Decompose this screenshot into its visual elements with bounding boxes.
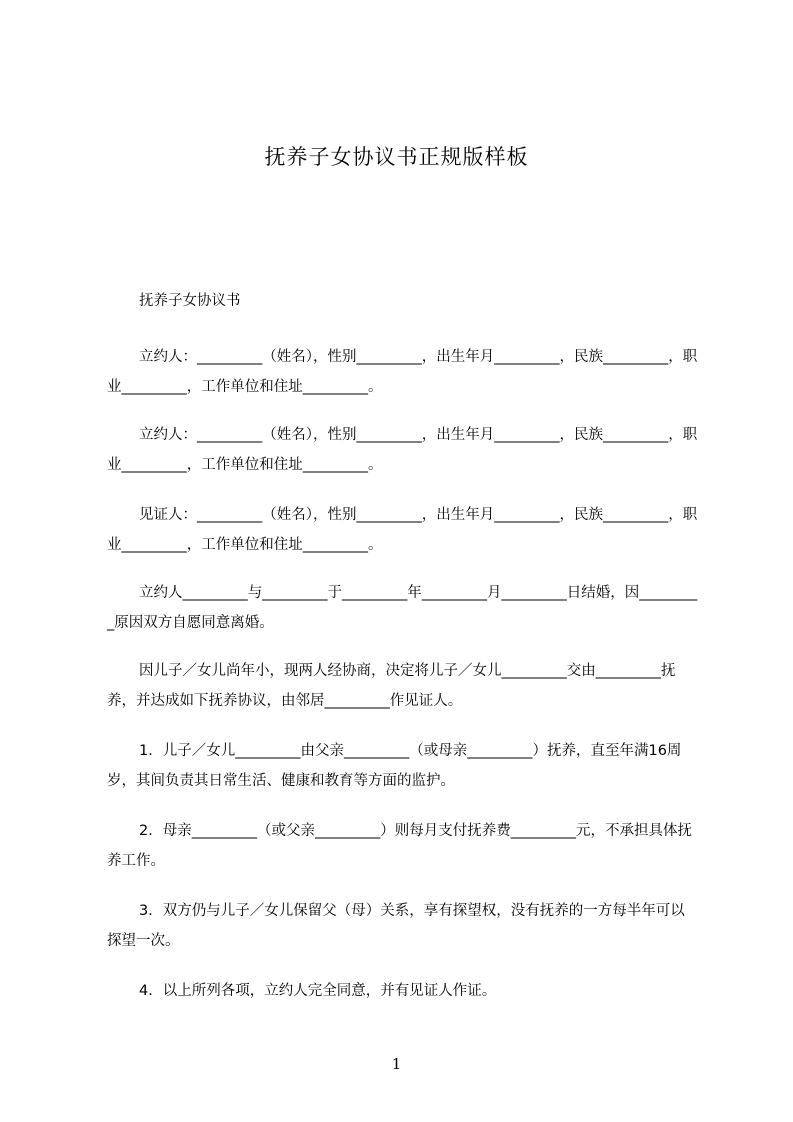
- page-number: 1: [391, 1055, 402, 1073]
- paragraph-marriage: 立约人_________与_________于_________年_________月_________日结婚，因_________原因双方自愿同意离婚。: [107, 585, 698, 631]
- paragraph-custody: 因儿子／女儿尚年小，现两人经协商，决定将儿子／女儿_________交由_________抚养，并达成如下抚养协议，由邻居_________作见证人。: [107, 663, 676, 709]
- paragraph-witness: 见证人：_________（姓名），性别_________，出生年月_________，民族_________，职业_________，工作单位和住址_________。: [107, 507, 698, 553]
- agreement-heading: 抚养子女协议书: [139, 293, 241, 309]
- clause-4: 4．以上所列各项，立约人完全同意，并有见证人作证。: [139, 983, 497, 999]
- clause-2: 2．母亲_________（或父亲_________）则每月支付抚养费_________元，不承担具体抚养工作。: [107, 823, 692, 869]
- document-title: 抚养子女协议书正规版样板: [264, 145, 529, 169]
- clause-1: 1．儿子／女儿_________由父亲_________（或母亲_________）抚养，直至年满16周岁，其间负责其日常生活、健康和教育等方面的监护。: [107, 743, 682, 789]
- paragraph-party-1: 立约人：_________（姓名），性别_________，出生年月_________，民族_________，职业_________，工作单位和住址_________。: [107, 349, 698, 395]
- clause-3: 3．双方仍与儿子／女儿保留父（母）关系，享有探望权，没有抚养的一方每半年可以探望一次。: [107, 903, 685, 949]
- paragraph-party-2: 立约人：_________（姓名），性别_________，出生年月_________，民族_________，职业_________，工作单位和住址_________。: [107, 427, 698, 473]
